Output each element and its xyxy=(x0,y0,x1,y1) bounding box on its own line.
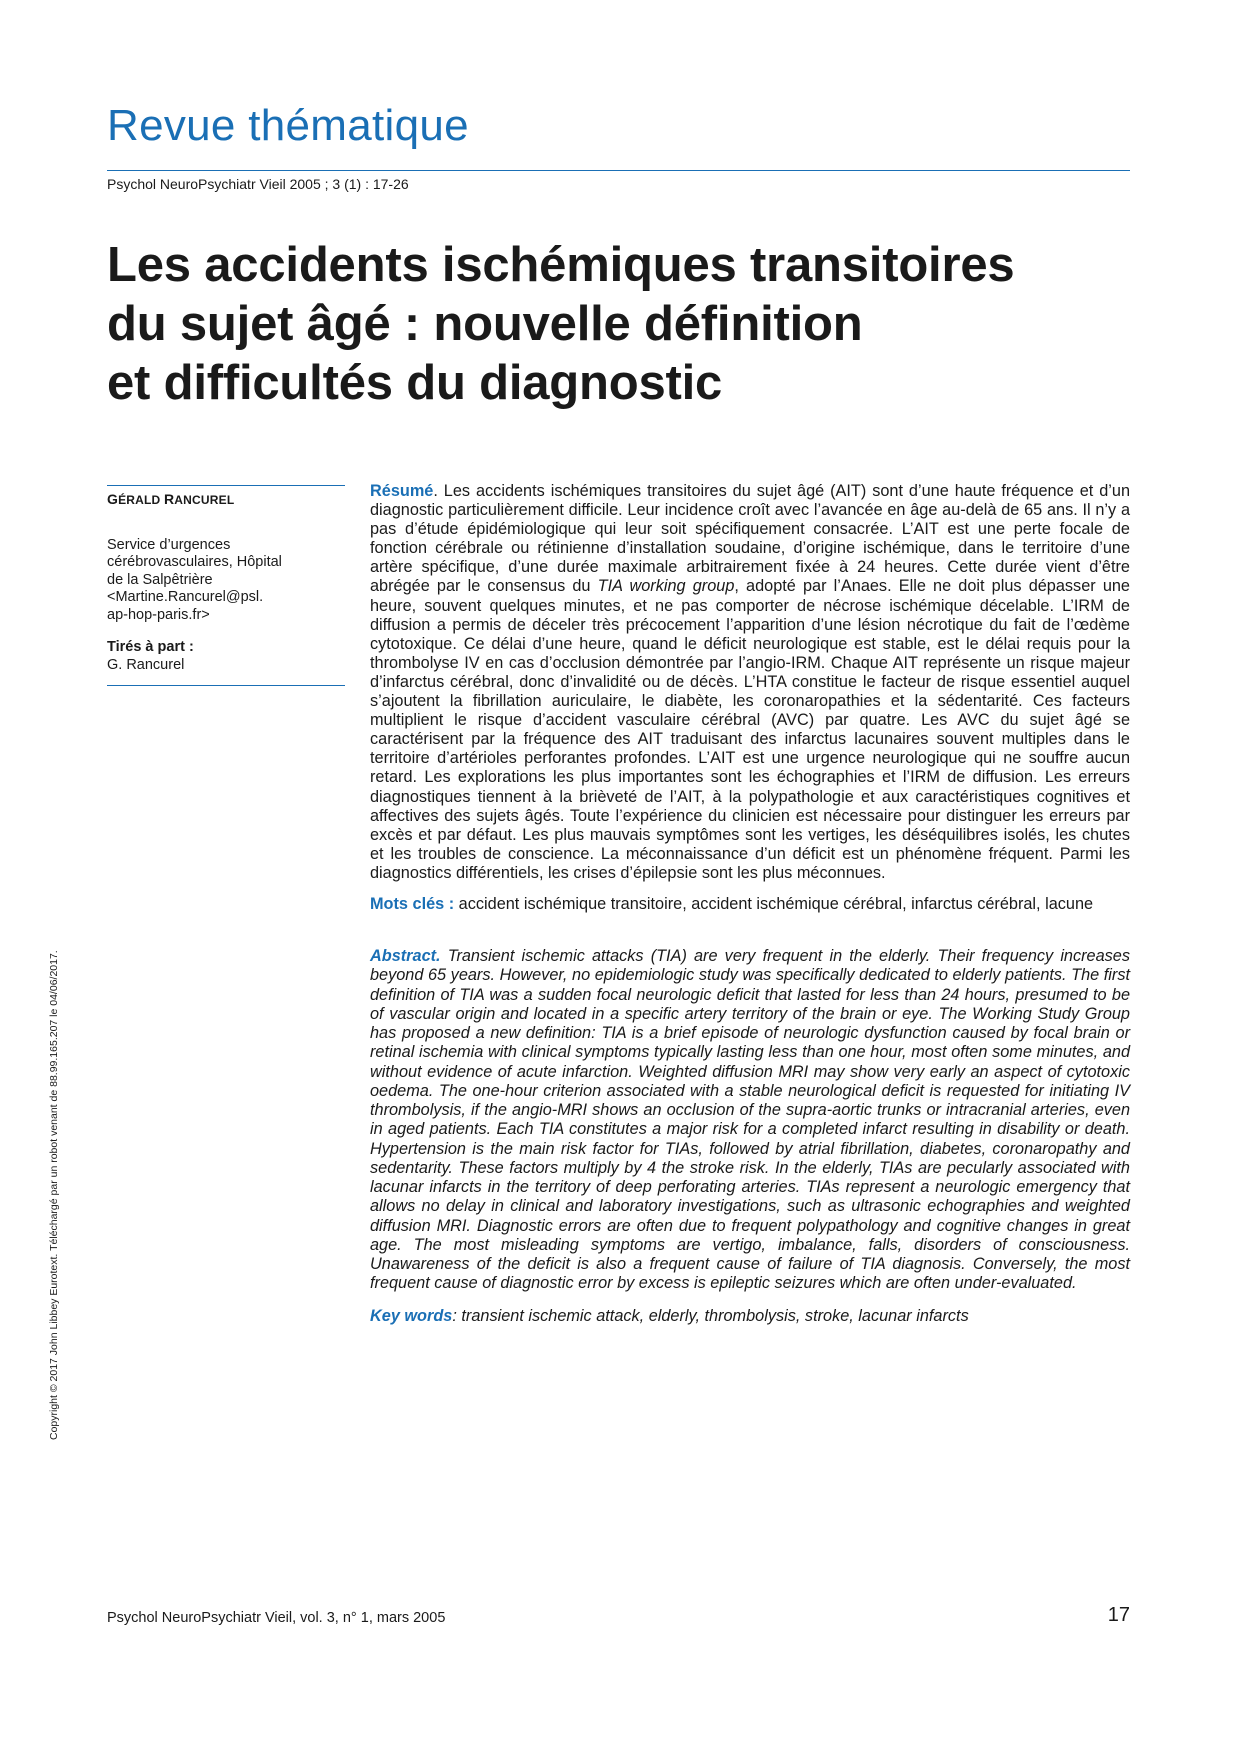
title-line: Les accidents ischémiques transitoires xyxy=(107,238,1015,292)
page-number: 17 xyxy=(1107,1604,1130,1626)
mots-cles-paragraph xyxy=(370,895,1130,914)
reprints-name: G. Rancurel xyxy=(107,656,185,673)
section-heading: Revue thématique xyxy=(107,101,469,150)
author-name-part: ÉRALD xyxy=(118,493,161,507)
abstract-label: Abstract. xyxy=(370,947,441,966)
abstract-column xyxy=(370,482,1130,1326)
author-affiliation: Service d’urgences cérébrovasculaires, Hôpital de la Salpêtrière <Martine.Rancurel@psl. ap-hop-paris.fr> xyxy=(107,536,282,623)
resume-text: . Les accidents ischémiques transitoires du sujet âgé (AIT) sont d’une haute fréquence et d’un diagnostic particulièrement difficile. Leur incidence croît avec l’avancée en âge au-delà de 65 ans. Il n’y a pas d’étude épidémiologique qui leur soit spécifiquement consacrée. L’AIT est une perte focale de fonction cérébrale ou rétinienne d’installation soudaine, d’origine ischémique, dans le territoire d’une artère spécifique, d’une durée maximale arbitrairement fixée à 24 heures. Cette durée vient d’être abrégée par le consensus du xyxy=(370,482,1130,596)
author-initial: G xyxy=(107,491,119,507)
sidebar-top-rule xyxy=(107,485,345,486)
resume-text: , adopté par l’Anaes. Elle ne doit plus dépasser une heure, souvent quelques minutes, et ne pas comporter de nécrose ischémique décelable. L’IRM de diffusion a permis de déceler très précocement l’apparition d’une lésion nécrotique du fait de l’œdème cytotoxique. Ce délai d’une heure, quand le déficit neurologique est stable, est le délai requis pour la thrombolyse IV en cas d’occlusion démontrée par l’angio-IRM. Chaque AIT représente un risque majeur d’infarctus cérébral, donc d’invalidité ou de décès. L’HTA constitue le facteur de risque essentiel auquel s’ajoutent la fibrillation auriculaire, le diabète, les coronaropathies et la sédentarité. Ces facteurs multiplient le risque d’accident vasculaire cérébral (AVC) par quatre. Les AVC du sujet âgé se caractérisent par la fréquence des AIT traduisant des infarctus lacunaires souvent multiples dans le territoire d’artérioles perforantes profondes. L’AIT est une urgence neurologique qui ne souffre aucun retard. Les explorations les plus importantes sont les échographies et l’IRM de diffusion. Les erreurs diagnostiques tiennent à la brièveté de l’AIT, à la polypathologie et aux caractéristiques cognitives et affectives des sujets âgés. Toute l’expérience du clinicien est nécessaire pour distinguer les erreurs par excès et par défaut. Les plus mauvais symptômes sont les vertiges, les déséquilibres isolés, les chutes et les troubles de conscience. La méconnaissance d’un déficit est un phénomène fréquent. Parmi les diagnostics différentiels, les crises d’épilepsie sont les plus méconnues. xyxy=(370,577,1130,882)
key-words-text: : transient ischemic attack, elderly, thrombolysis, stroke, lacunar infarcts xyxy=(452,1306,969,1325)
key-words-label: Key words xyxy=(370,1306,453,1325)
mots-cles-text: accident ischémique transitoire, accident ischémique cérébral, infarctus cérébral, lacune xyxy=(454,894,1094,913)
abstract-text: Transient ischemic attacks (TIA) are very frequent in the elderly. Their frequency increases beyond 65 years. However, no epidemiologic study was specifically dedicated to elderly patients. The first definition of TIA was a sudden focal neurologic deficit that lasted for less than 24 hours, presumed to be of vascular origin and located in a specific artery territory of the brain or eye. The Working Study Group has proposed a new definition: TIA is a brief episode of neurologic dysfunction caused by focal brain or retinal ischemia with clinical symptoms typically lasting less than one hour, most often some minutes, and without evidence of acute infarction. Weighted diffusion MRI may show very early an aspect of cytotoxic oedema. The one-hour criterion associated with a stable neurological deficit is requested for initiating IV thrombolysis, if the angio-MRI shows an occlusion of the supra-aortic trunks or intracranial arteries, even in aged patients. Each TIA constitutes a major risk for a completed infarct resulting in disability or death. Hypertension is the main risk factor for TIAs, followed by atrial fibrillation, diabetes, coronaropathy and sedentarity. These factors multiply by 4 the stroke risk. In the elderly, TIAs are pecularly associated with lacunar infarcts in the territory of deep perforating arteries. TIAs represent a neurologic emergency that allows no delay in clinical and laboratory investigations, such as ultrasonic echographies and weighted diffusion MRI. Diagnostic errors are often due to frequent polypathology and cognitive changes in great age. The most misleading symptoms are vertigo, imbalance, falls, disorders of consciousness. Unawareness of the deficit is also a frequent cause of failure of TIA diagnosis. Conversely, the most frequent cause of diagnostic error by excess is epileptic seizures which are often under-evaluated. xyxy=(370,947,1130,1293)
author-name-part: ANCUREL xyxy=(174,493,235,507)
resume-paragraph xyxy=(370,482,1130,883)
sidebar-bottom-rule xyxy=(107,685,345,686)
reprints-label: Tirés à part : xyxy=(107,639,194,655)
author-initial: R xyxy=(163,491,175,507)
article-title xyxy=(107,236,1157,413)
heading-divider xyxy=(107,170,1130,171)
footer-journal-info: Psychol NeuroPsychiatr Vieil, vol. 3, n° 1, mars 2005 xyxy=(107,1610,446,1626)
author-sidebar xyxy=(107,485,345,686)
title-line: et difficultés du diagnostic xyxy=(107,356,723,410)
title-line: du sujet âgé : nouvelle définition xyxy=(107,297,863,351)
author-name xyxy=(107,491,345,510)
resume-italic-text: TIA working group xyxy=(597,577,735,596)
mots-cles-label: Mots clés : xyxy=(370,894,455,913)
english-abstract-paragraph xyxy=(370,947,1130,1294)
copyright-side-note: Copyright © 2017 John Libbey Eurotext. Téléchargé par un robot venant de 88.99.165.207 le 04/06/2017. xyxy=(48,950,60,1440)
resume-label: Résumé xyxy=(370,482,434,500)
journal-citation: Psychol NeuroPsychiatr Vieil 2005 ; 3 (1) : 17-26 xyxy=(107,176,409,192)
key-words-paragraph xyxy=(370,1307,1130,1326)
